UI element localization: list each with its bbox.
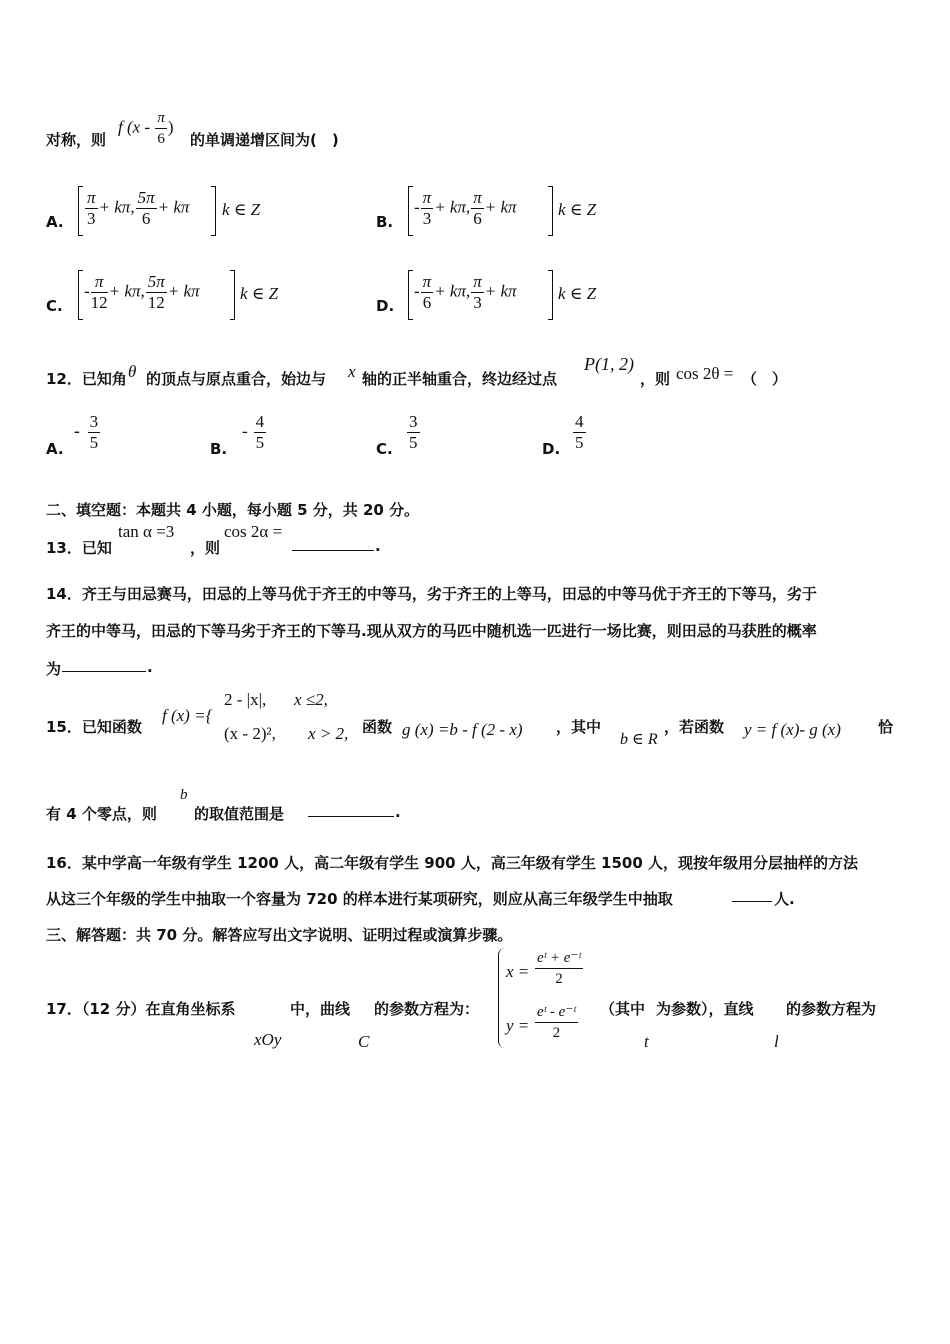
q16-answer-blank[interactable] (732, 887, 772, 902)
den: 3 (87, 209, 96, 228)
q12-theta: θ (128, 362, 137, 381)
num: π (473, 188, 482, 207)
q12-text3: ，则 (640, 370, 671, 388)
q11-stem-suffix: 的单调递增区间为( ) (190, 131, 339, 149)
q16-line2-end: 人. (774, 890, 795, 908)
q17-x-eq: x = (506, 962, 530, 981)
q13-num: 13．已知 (46, 539, 112, 557)
mid: + kπ, (98, 197, 135, 217)
interval-expr (414, 188, 517, 229)
q13-cond: tan α =3 (118, 522, 175, 541)
y-den: 2 (552, 1025, 561, 1041)
q12-x: x (348, 362, 356, 381)
option-label: C. (376, 440, 393, 458)
q15-b: b (180, 787, 188, 803)
option-label: D. (376, 297, 395, 315)
den: 12 (90, 293, 108, 312)
q17-text1: 中，曲线 (290, 1000, 351, 1018)
q17-xOy: xOy (254, 1030, 282, 1049)
q13-mid: ，则 (190, 539, 221, 557)
q12-text2: 轴的正半轴重合，终边经过点 (362, 370, 558, 388)
right-bracket (230, 270, 235, 320)
interval-expr (84, 188, 189, 229)
q15-g: g (x) =b - f (2 - x) (402, 720, 523, 739)
tail: + kπ (484, 281, 517, 301)
left-bracket (78, 270, 83, 320)
q14-line3-end: . (147, 658, 153, 676)
q13-end: . (375, 537, 381, 555)
num: π (422, 188, 432, 207)
x-num: eᵗ + e⁻ᵗ (535, 948, 583, 969)
right-bracket (211, 186, 216, 236)
num: 5π (137, 188, 155, 207)
q16-line1: 16．某中学高一年级有学生 1200 人，高二年级有学生 900 人，高三年级有学生 1500 人，现按年级用分层抽样的方法 (46, 854, 859, 872)
option-label: A. (46, 440, 64, 458)
section-3-heading: 三、解答题：共 70 分。解答应写出文字说明、证明过程或演算步骤。 (46, 926, 513, 944)
num: π (87, 188, 96, 207)
q17-system-brace (498, 948, 505, 1048)
q14-line2: 齐王的中等马，田忌的下等马劣于齐王的下等马.现从双方的马匹中随机选一匹进行一场比赛，则田忌的马获胜的概率 (46, 622, 817, 640)
q16-line2: 从这三个年级的学生中抽取一个容量为 720 的样本进行某项研究，则应从高三年级学生中抽取 (46, 890, 673, 908)
q11-func-text: f (x - (118, 117, 155, 137)
q15-bR: b ∈ R (620, 731, 658, 748)
num: 3 (409, 412, 418, 431)
q15-y: y = f (x)- g (x) (744, 720, 841, 739)
left-bracket (408, 270, 413, 320)
den: 3 (422, 209, 432, 228)
den: 6 (473, 209, 482, 228)
condition: k ∈ Z (240, 284, 279, 303)
q12-num: 12．已知角 (46, 370, 127, 388)
q15-case1-expr: 2 - |x|, (224, 690, 267, 709)
q15-text3: ，若函数 (664, 718, 725, 736)
left-bracket (78, 186, 83, 236)
q11-six: 6 (157, 131, 165, 147)
q12-expr: cos 2θ = (676, 364, 734, 383)
q15-case2-cond: x > 2, (308, 724, 349, 743)
condition: k ∈ Z (558, 284, 597, 303)
right-bracket (548, 270, 553, 320)
condition: k ∈ Z (558, 200, 597, 219)
sign: - (74, 421, 80, 441)
den: 5 (89, 433, 99, 452)
option-value (572, 412, 587, 453)
right-bracket (548, 186, 553, 236)
condition: k ∈ Z (222, 200, 261, 219)
option-label: B. (376, 213, 394, 231)
den: 6 (422, 293, 432, 312)
q17-text3: （其中 (600, 1000, 646, 1018)
tail: + kπ (484, 197, 517, 217)
option-value (74, 412, 101, 453)
q11-pi: π (155, 108, 167, 129)
q15-text2: ，其中 (556, 718, 602, 736)
q17-y-eq: y = (506, 1016, 530, 1035)
option-label: D. (542, 440, 561, 458)
q15-num: 15．已知函数 (46, 718, 142, 736)
tail: + kπ (157, 197, 190, 217)
q12-text1: 的顶点与原点重合，始边与 (146, 370, 327, 388)
interval-expr (84, 272, 200, 313)
q15-case1-cond: x ≤2, (294, 690, 328, 709)
num: 5π (147, 272, 165, 291)
q12-point: P(1, 2) (584, 354, 634, 374)
option-value (406, 412, 421, 453)
q14-answer-blank[interactable] (62, 657, 146, 672)
y-num: eᵗ - e⁻ᵗ (535, 1002, 578, 1023)
den: 5 (575, 433, 584, 452)
q11-stem-prefix: 对称，则 (46, 131, 107, 149)
num: 4 (575, 412, 584, 431)
q13-answer-blank[interactable] (292, 536, 374, 551)
den: 3 (473, 293, 482, 312)
q17-text4: 为参数），直线 (656, 1000, 754, 1018)
interval-expr (414, 272, 517, 313)
sign: - (414, 281, 420, 301)
q17-t: t (644, 1032, 649, 1051)
mid: + kπ, (108, 281, 145, 301)
q15-f: f (x) ={ (162, 706, 213, 725)
option-value (242, 412, 267, 453)
option-label: A. (46, 213, 64, 231)
den: 12 (147, 293, 165, 312)
num: π (422, 272, 432, 291)
q15-text1: 函数 (362, 718, 393, 736)
den: 6 (141, 209, 151, 228)
q14-line3-start: 为 (46, 660, 62, 678)
sign: - (84, 281, 90, 301)
q15-line2-start: 有 4 个零点，则 (46, 805, 157, 823)
num: π (473, 272, 482, 291)
q12-paren: （ ） (742, 370, 788, 388)
q11-close: ) (167, 117, 174, 137)
q17-C: C (358, 1032, 370, 1051)
left-bracket (408, 186, 413, 236)
section-2-heading: 二、填空题：本题共 4 小题，每小题 5 分，共 20 分。 (46, 501, 420, 519)
option-label: B. (210, 440, 228, 458)
sign: - (242, 421, 248, 441)
mid: + kπ, (434, 281, 471, 301)
num: 4 (255, 412, 265, 431)
q17-x-frac (534, 948, 584, 989)
num: 3 (89, 412, 99, 431)
q17-text5: 的参数方程为 (786, 1000, 877, 1018)
q15-answer-blank[interactable] (308, 802, 394, 817)
tail: + kπ (167, 281, 200, 301)
den: 5 (255, 433, 265, 452)
x-den: 2 (555, 971, 563, 987)
q15-text4: 恰 (878, 718, 894, 736)
sign: - (414, 197, 420, 217)
num: π (91, 272, 108, 293)
q17-num: 17．（12 分）在直角坐标系 (46, 1000, 236, 1018)
q13-expr: cos 2α = (224, 522, 283, 541)
mid: + kπ, (434, 197, 471, 217)
q15-line2-end: . (395, 803, 401, 821)
q17-y-frac (534, 1002, 579, 1043)
q11-function-expr (118, 108, 174, 149)
q15-line2-mid: 的取值范围是 (194, 805, 285, 823)
q14-line1: 14．齐王与田忌赛马，田忌的上等马优于齐王的中等马，劣于齐王的上等马，田忌的中等马优于齐王的下等马，劣于 (46, 585, 817, 603)
den: 5 (409, 433, 418, 452)
q17-text2: 的参数方程为： (374, 1000, 480, 1018)
option-label: C. (46, 297, 63, 315)
q15-case2-expr: (x - 2)², (224, 724, 276, 743)
q17-l: l (774, 1032, 779, 1051)
